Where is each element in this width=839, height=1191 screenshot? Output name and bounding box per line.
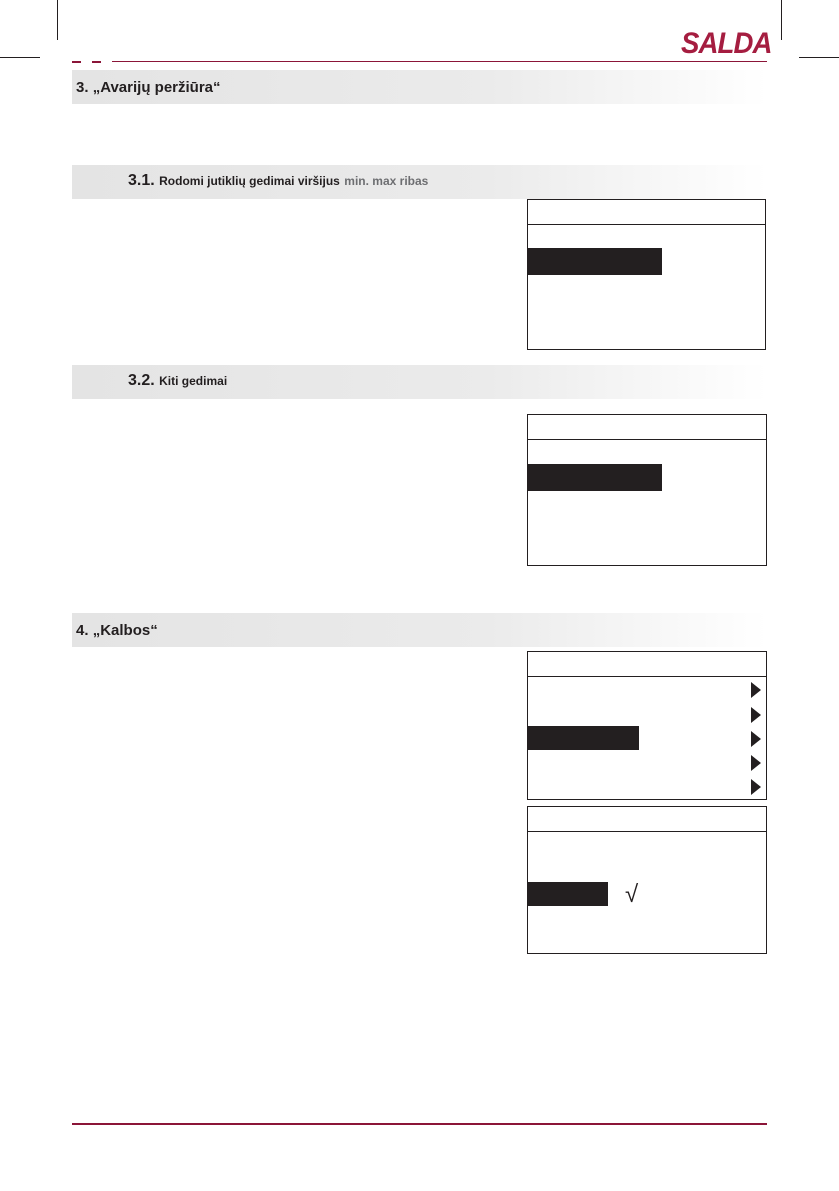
check-mark-icon: √ [625, 881, 639, 908]
crop-mark [57, 0, 58, 40]
triangle-right-icon[interactable] [751, 779, 761, 795]
footer-rule [72, 1123, 767, 1125]
lcd-screen-other-faults [527, 414, 767, 566]
header-dash [72, 61, 81, 63]
section-number: 3.1. [128, 172, 155, 189]
crop-mark [0, 57, 40, 58]
lcd-screen-language-menu [527, 651, 767, 800]
lcd-title-divider [528, 439, 766, 440]
triangle-right-icon[interactable] [751, 682, 761, 698]
lcd-selected-row[interactable] [528, 464, 662, 491]
section-number: 4. [76, 622, 89, 639]
header-dash [92, 61, 101, 63]
section-3-2-heading [72, 365, 767, 399]
triangle-right-icon[interactable] [751, 731, 761, 747]
section-3-heading [72, 70, 767, 104]
lcd-selected-row[interactable] [528, 726, 639, 750]
triangle-right-icon[interactable] [751, 755, 761, 771]
lcd-screen-sensor-faults [527, 199, 766, 350]
section-4-heading [72, 613, 767, 647]
crop-mark [799, 57, 839, 58]
lcd-title-divider [528, 676, 766, 677]
lcd-screen-language-select [527, 806, 767, 954]
section-title: Kiti gedimai [159, 374, 228, 388]
section-title: Rodomi jutiklių gedimai viršijus [159, 174, 340, 188]
salda-logo: SALDA [681, 27, 772, 60]
section-number: 3.2. [128, 372, 155, 389]
lcd-selected-row[interactable] [528, 248, 662, 275]
lcd-selected-row[interactable] [528, 882, 608, 906]
crop-mark [781, 0, 782, 40]
section-number: 3. [76, 79, 89, 96]
triangle-right-icon[interactable] [751, 707, 761, 723]
header-rule [112, 61, 767, 62]
section-title: „Kalbos“ [92, 622, 158, 639]
lcd-title-divider [528, 831, 766, 832]
section-title: „Avarijų peržiūra“ [92, 79, 221, 96]
section-3-1-heading [72, 165, 767, 199]
lcd-title-divider [528, 224, 765, 225]
section-title-suffix: min. max ribas [344, 174, 429, 188]
